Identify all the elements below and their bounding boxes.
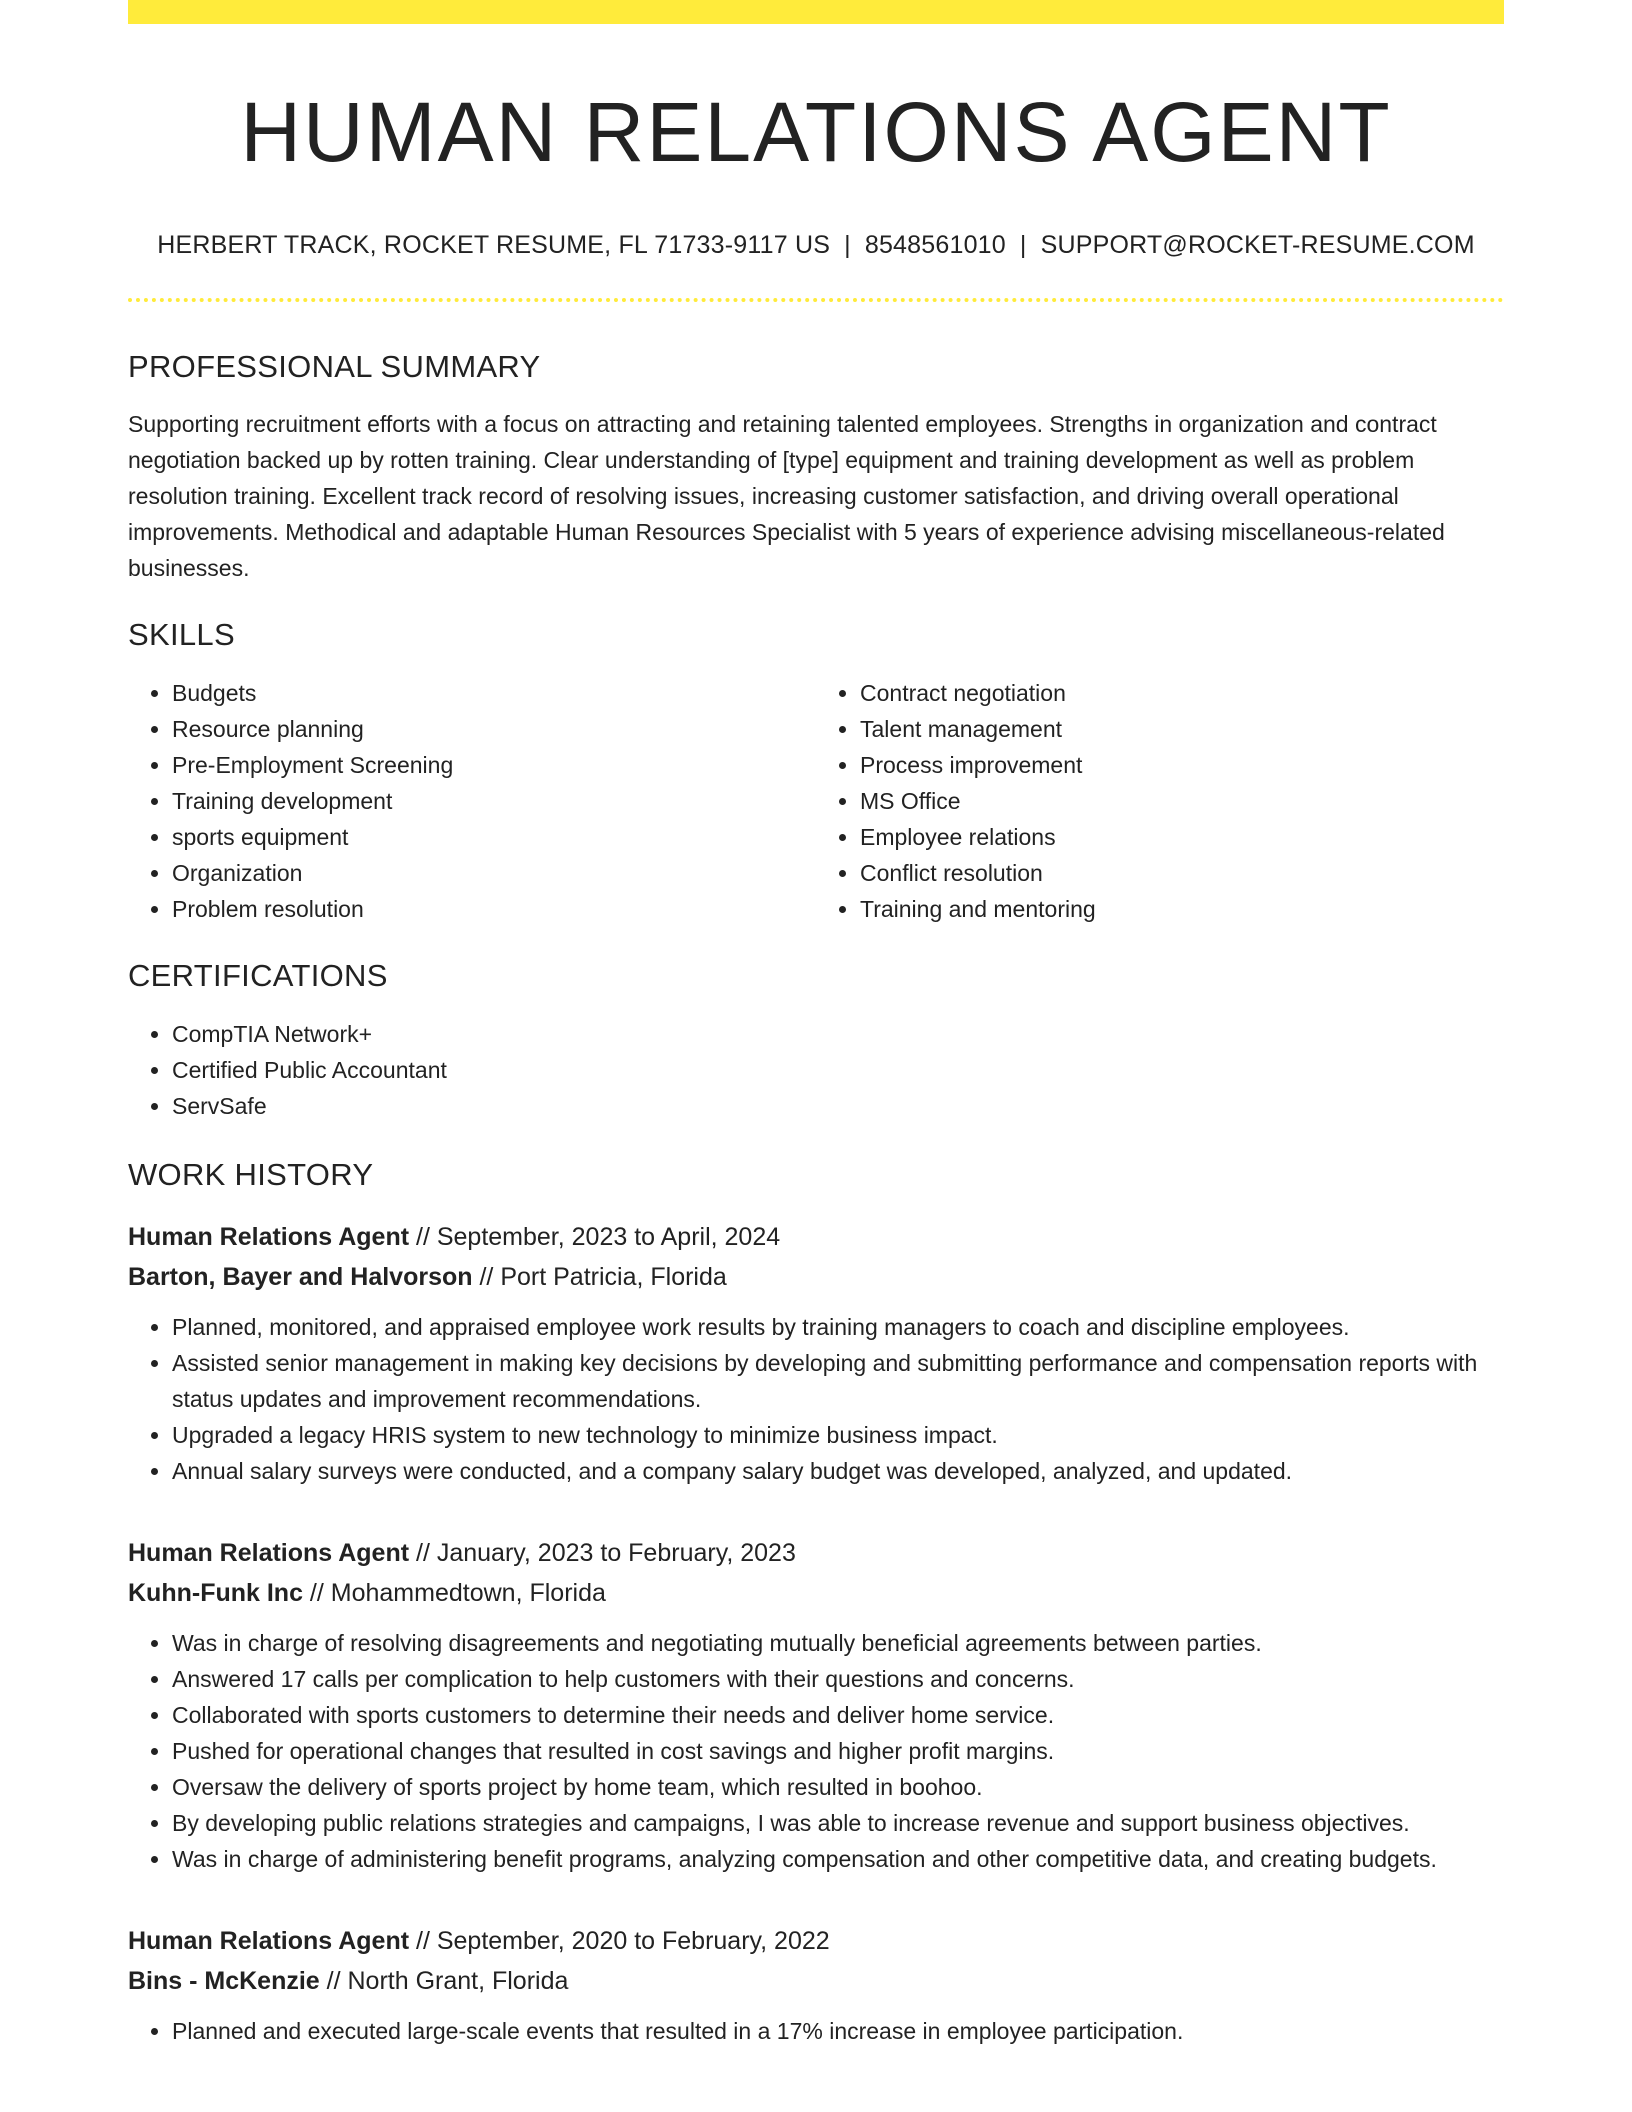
- job-dates: // September, 2020 to February, 2022: [409, 1927, 830, 1956]
- skill-item: • Training development: [172, 783, 816, 819]
- skill-item: • sports equipment: [172, 819, 816, 855]
- resume-page: [128, 0, 1504, 2049]
- skills-heading: SKILLS: [128, 616, 235, 652]
- skill-item: • Conflict resolution: [860, 855, 1504, 891]
- job-bullet: • Assisted senior management in making key decisions by developing and submitting performance and compensation reports with status updates and improvement recommendations.: [172, 1345, 1504, 1417]
- certifications-list: [128, 1016, 1504, 1124]
- job-entry: [128, 1921, 1504, 2049]
- job-entry: [128, 1533, 1504, 1877]
- certification-item: • ServSafe: [172, 1088, 1504, 1124]
- job-entry: [128, 1217, 1504, 1489]
- dotted-divider: [128, 298, 1504, 302]
- job-company-line: [128, 1961, 1504, 2001]
- job-bullets: [128, 1309, 1504, 1489]
- contact-phone: 8548561010: [864, 231, 1006, 260]
- summary-heading: PROFESSIONAL SUMMARY: [128, 349, 541, 385]
- job-title-line: [128, 1533, 1504, 1573]
- certifications-heading: CERTIFICATIONS: [128, 957, 388, 993]
- skill-item: • Budgets: [172, 675, 816, 711]
- skills-right-list: [816, 675, 1504, 927]
- job-bullets: [128, 2013, 1504, 2049]
- job-title-line: [128, 1921, 1504, 1961]
- job-company-line: [128, 1257, 1504, 1297]
- job-location: // Mohammedtown, Florida: [302, 1579, 606, 1608]
- job-title: Human Relations Agent: [128, 1539, 410, 1568]
- skill-item: • Resource planning: [172, 711, 816, 747]
- contact-email: SUPPORT@ROCKET-RESUME.COM: [1040, 231, 1475, 260]
- job-title: Human Relations Agent: [128, 1927, 410, 1956]
- job-bullet: • Planned and executed large-scale events that resulted in a 17% increase in employee participation.: [172, 2013, 1504, 2049]
- contact-address: HERBERT TRACK, ROCKET RESUME, FL 71733-9117 US: [157, 231, 831, 260]
- skills-left-list: [128, 675, 816, 927]
- job-bullet: • Collaborated with sports customers to determine their needs and deliver home service.: [172, 1697, 1504, 1733]
- job-bullet: • Answered 17 calls per complication to help customers with their questions and concerns.: [172, 1661, 1504, 1697]
- skill-item: • Talent management: [860, 711, 1504, 747]
- job-bullet: • Was in charge of resolving disagreements and negotiating mutually beneficial agreements between parties.: [172, 1625, 1504, 1661]
- contact-separator: |: [844, 231, 851, 260]
- job-dates: // September, 2023 to April, 2024: [409, 1223, 781, 1252]
- accent-top-bar: [128, 0, 1504, 24]
- job-bullet: • Was in charge of administering benefit programs, analyzing compensation and other competitive data, and creating budgets.: [172, 1841, 1504, 1877]
- work-history-heading: WORK HISTORY: [128, 1156, 374, 1192]
- job-bullet: • Annual salary surveys were conducted, and a company salary budget was developed, analyzed, and updated.: [172, 1453, 1504, 1489]
- job-bullet: • Planned, monitored, and appraised employee work results by training managers to coach and discipline employees.: [172, 1309, 1504, 1345]
- skill-item: • Training and mentoring: [860, 891, 1504, 927]
- job-company: Barton, Bayer and Halvorson: [128, 1263, 473, 1292]
- job-company: Kuhn-Funk Inc: [128, 1579, 303, 1608]
- job-title: Human Relations Agent: [128, 1223, 410, 1252]
- certification-item: • Certified Public Accountant: [172, 1052, 1504, 1088]
- skill-item: • MS Office: [860, 783, 1504, 819]
- job-bullet: • Pushed for operational changes that resulted in cost savings and higher profit margins.: [172, 1733, 1504, 1769]
- job-bullet: • Upgraded a legacy HRIS system to new technology to minimize business impact.: [172, 1417, 1504, 1453]
- skills-columns: [128, 675, 1504, 927]
- job-company-line: [128, 1573, 1504, 1613]
- resume-name: HUMAN RELATIONS AGENT: [240, 85, 1392, 179]
- job-bullets: [128, 1625, 1504, 1877]
- job-location: // North Grant, Florida: [319, 1967, 569, 1996]
- skill-item: • Contract negotiation: [860, 675, 1504, 711]
- contact-line: [128, 230, 1504, 260]
- job-title-line: [128, 1217, 1504, 1257]
- skill-item: • Employee relations: [860, 819, 1504, 855]
- skill-item: • Pre-Employment Screening: [172, 747, 816, 783]
- skill-item: • Problem resolution: [172, 891, 816, 927]
- summary-text: Supporting recruitment efforts with a focus on attracting and retaining talented employees. Strengths in organization and contract negotiation backed up by rotten training. Clear understanding of [type] equipment and training development as well as problem resolution training. Excellent track record of resolving issues, increasing customer satisfaction, and driving overall operational improvements. Methodical and adaptable Human Resources Specialist with 5 years of experience advising miscellaneous-related businesses.: [128, 410, 1445, 581]
- contact-separator: |: [1019, 231, 1027, 260]
- certification-item: • CompTIA Network+: [172, 1016, 1504, 1052]
- job-dates: // January, 2023 to February, 2023: [409, 1539, 796, 1568]
- job-location: // Port Patricia, Florida: [472, 1263, 727, 1292]
- skill-item: • Process improvement: [860, 747, 1504, 783]
- job-company: Bins - McKenzie: [128, 1967, 320, 1996]
- job-bullet: • Oversaw the delivery of sports project by home team, which resulted in boohoo.: [172, 1769, 1504, 1805]
- skill-item: • Organization: [172, 855, 816, 891]
- job-bullet: • By developing public relations strategies and campaigns, I was able to increase revenue and support business objectives.: [172, 1805, 1504, 1841]
